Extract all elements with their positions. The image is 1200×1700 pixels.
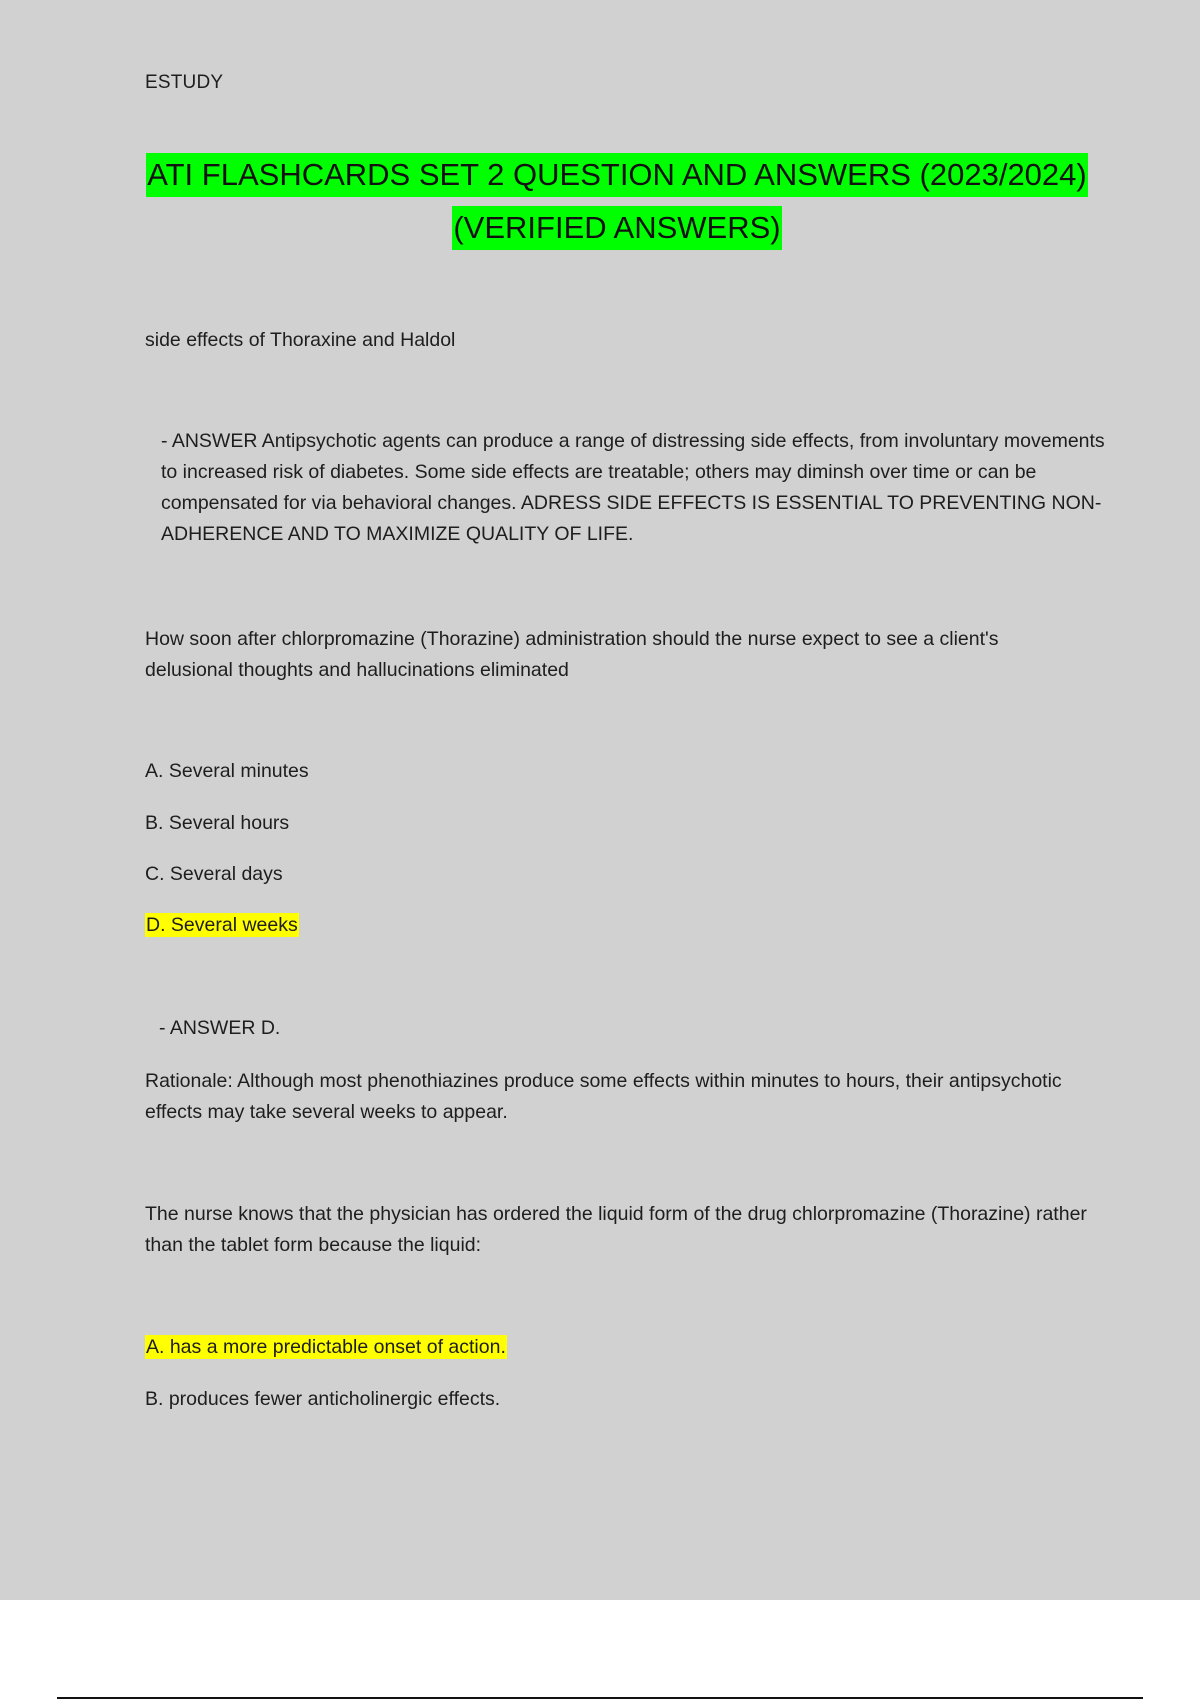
title-line-1: ATI FLASHCARDS SET 2 QUESTION AND ANSWERS (2023/2024) [146, 153, 1087, 197]
q2-option-a: A. Several minutes [145, 760, 309, 782]
q2-option-c: C. Several days [145, 863, 283, 885]
q2-answer: - ANSWER D. [159, 1017, 281, 1039]
q3-option-a [145, 1332, 1085, 1363]
q3-question: The nurse knows that the physician has ordered the liquid form of the drug chlorpromazine (Thorazine) rather than the tablet form because the liquid: [145, 1203, 1087, 1256]
document-title [0, 148, 1200, 254]
q1-answer-text: - ANSWER Antipsychotic agents can produce a range of distressing side effects, from involuntary movements to increased risk of diabetes. Some side effects are treatable; others may diminsh over time or can be compensated for via behavioral changes. ADRESS SIDE EFFECTS IS ESSENTIAL TO PREVENTING NON-ADHERENCE AND TO MAXIMIZE QUALITY OF LIFE. [161, 430, 1105, 545]
q2-question: How soon after chlorpromazine (Thorazine) administration should the nurse expect to see a client's delusional thoughts and hallucinations eliminated [145, 628, 999, 681]
q2-option-d [145, 910, 1085, 941]
q2-option-b: B. Several hours [145, 812, 290, 834]
q1-answer [145, 426, 1116, 550]
header-label: ESTUDY [145, 72, 224, 93]
q2-option-d-highlighted: D. Several weeks [146, 914, 298, 936]
title-line-2: (VERIFIED ANSWERS) [452, 206, 781, 250]
q3-option-b: B. produces fewer anticholinergic effects. [145, 1388, 501, 1410]
q3-option-a-highlighted: A. has a more predictable onset of action. [146, 1336, 506, 1358]
footer-divider [57, 1697, 1143, 1699]
q2-rationale: Rationale: Although most phenothiazines produce some effects within minutes to hours, their antipsychotic effects may take several weeks to appear. [145, 1070, 1062, 1123]
q1-question: side effects of Thoraxine and Haldol [145, 329, 456, 351]
